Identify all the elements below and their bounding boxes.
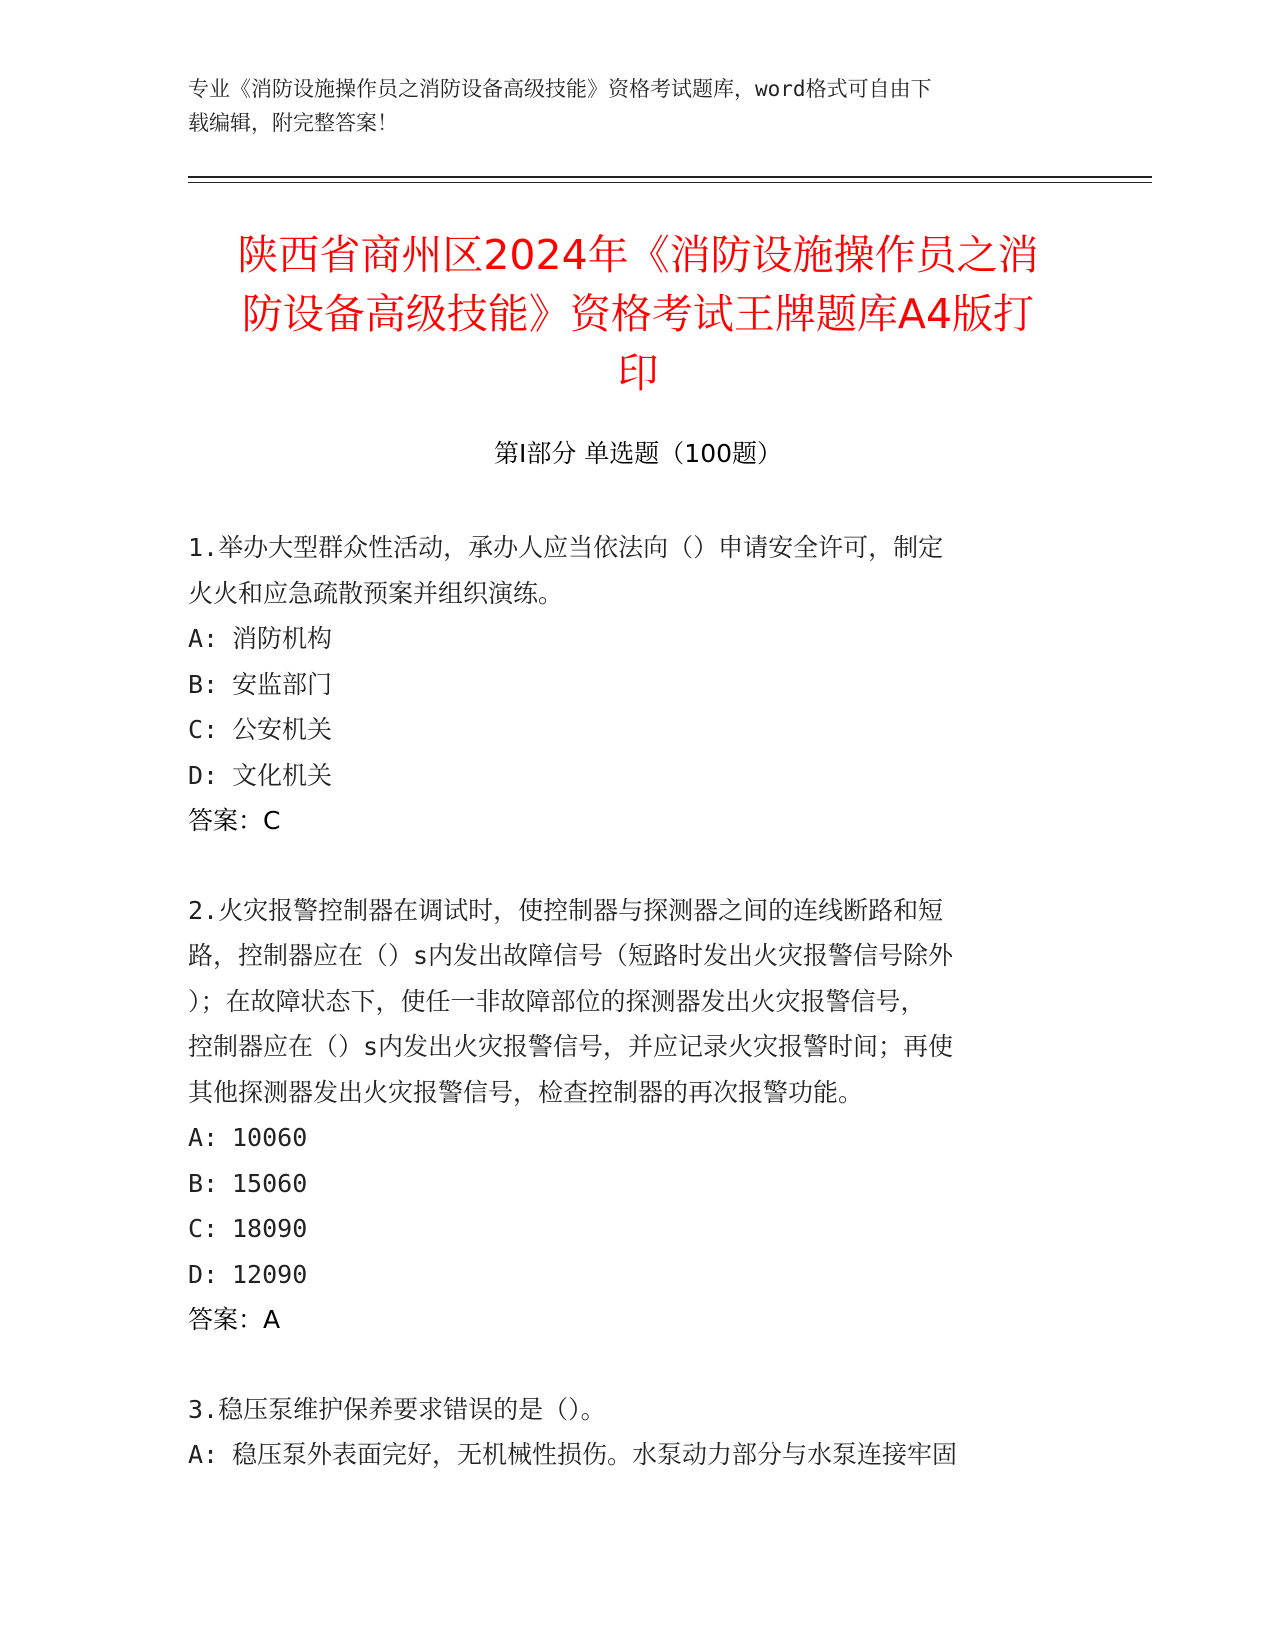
question-1 [188, 525, 1088, 844]
option-text: 消防机构 [232, 624, 333, 653]
document-title [188, 226, 1088, 403]
answer-text: 答案：A [188, 1305, 281, 1334]
option-c [188, 1206, 1088, 1252]
option-a [188, 1115, 1088, 1161]
header-divider-thick [188, 176, 1152, 178]
option-text: 文化机关 [232, 760, 333, 790]
option-letter: A: [188, 1123, 219, 1152]
option-letter: C: [188, 1214, 219, 1243]
question-3 [188, 1387, 1088, 1478]
option-letter: B: [188, 1168, 219, 1198]
option-a [188, 1432, 1088, 1478]
option-text: 10060 [232, 1123, 308, 1152]
option-letter: B: [188, 669, 219, 699]
option-b [188, 662, 1088, 708]
document-title-line: 印 [617, 349, 659, 397]
header-divider-thin [188, 182, 1152, 183]
option-letter: D: [188, 1259, 219, 1289]
option-letter: A: [188, 624, 219, 653]
option-b [188, 1161, 1088, 1207]
option-letter: D: [188, 760, 219, 790]
option-text: 15060 [232, 1168, 308, 1198]
option-letter: C: [188, 715, 219, 744]
option-a [188, 616, 1088, 662]
question-text-line: ）；在故障状态下，使任一非故障部位的探测器发出火灾报警信号， [188, 986, 926, 1016]
option-text: 12090 [232, 1259, 308, 1289]
question-text-line: 3.稳压泵维护保养要求错误的是（）。 [188, 1394, 606, 1424]
header-note-line: 专业《消防设施操作员之消防设备高级技能》资格考试题库，word格式可自由下 [188, 77, 932, 101]
question-text-line: 控制器应在（）s内发出火灾报警信号，并应记录火灾报警时间；再使 [188, 1032, 954, 1061]
option-d [188, 753, 1088, 799]
option-letter: A: [188, 1440, 219, 1469]
question-text-line: 火火和应急疏散预案并组织演练。 [188, 578, 564, 608]
option-d [188, 1252, 1088, 1298]
header-note [188, 72, 1088, 140]
question-text-line: 路，控制器应在（）s内发出故障信号（短路时发出火灾报警信号除外 [188, 941, 954, 970]
question-text [188, 525, 1088, 616]
option-c [188, 707, 1088, 753]
section-heading: 第I部分 单选题（100题） [493, 439, 783, 468]
header-note-line: 载编辑，附完整答案！ [188, 111, 398, 135]
option-text: 公安机关 [232, 715, 333, 744]
option-text: 稳压泵外表面完好，无机械性损伤。水泵动力部分与水泵连接牢固 [232, 1440, 958, 1469]
answer-text: 答案：C [188, 806, 281, 835]
option-text: 安监部门 [232, 669, 333, 699]
question-text-line: 2.火灾报警控制器在调试时，使控制器与探测器之间的连线断路和短 [188, 895, 944, 925]
question-text-line: 其他探测器发出火灾报警信号，检查控制器的再次报警功能。 [188, 1077, 864, 1107]
question-text [188, 1387, 1088, 1433]
option-text: 18090 [232, 1214, 308, 1243]
question-text [188, 888, 1088, 1116]
question-list [188, 525, 1088, 1522]
question-text-line: 1.举办大型群众性活动，承办人应当依法向（）申请安全许可，制定 [188, 533, 944, 562]
document-title-line: 防设备高级技能》资格考试王牌题库A4版打 [241, 290, 1035, 338]
question-2 [188, 888, 1088, 1343]
document-title-line: 陕西省商州区2024年《消防设施操作员之消 [237, 231, 1039, 279]
